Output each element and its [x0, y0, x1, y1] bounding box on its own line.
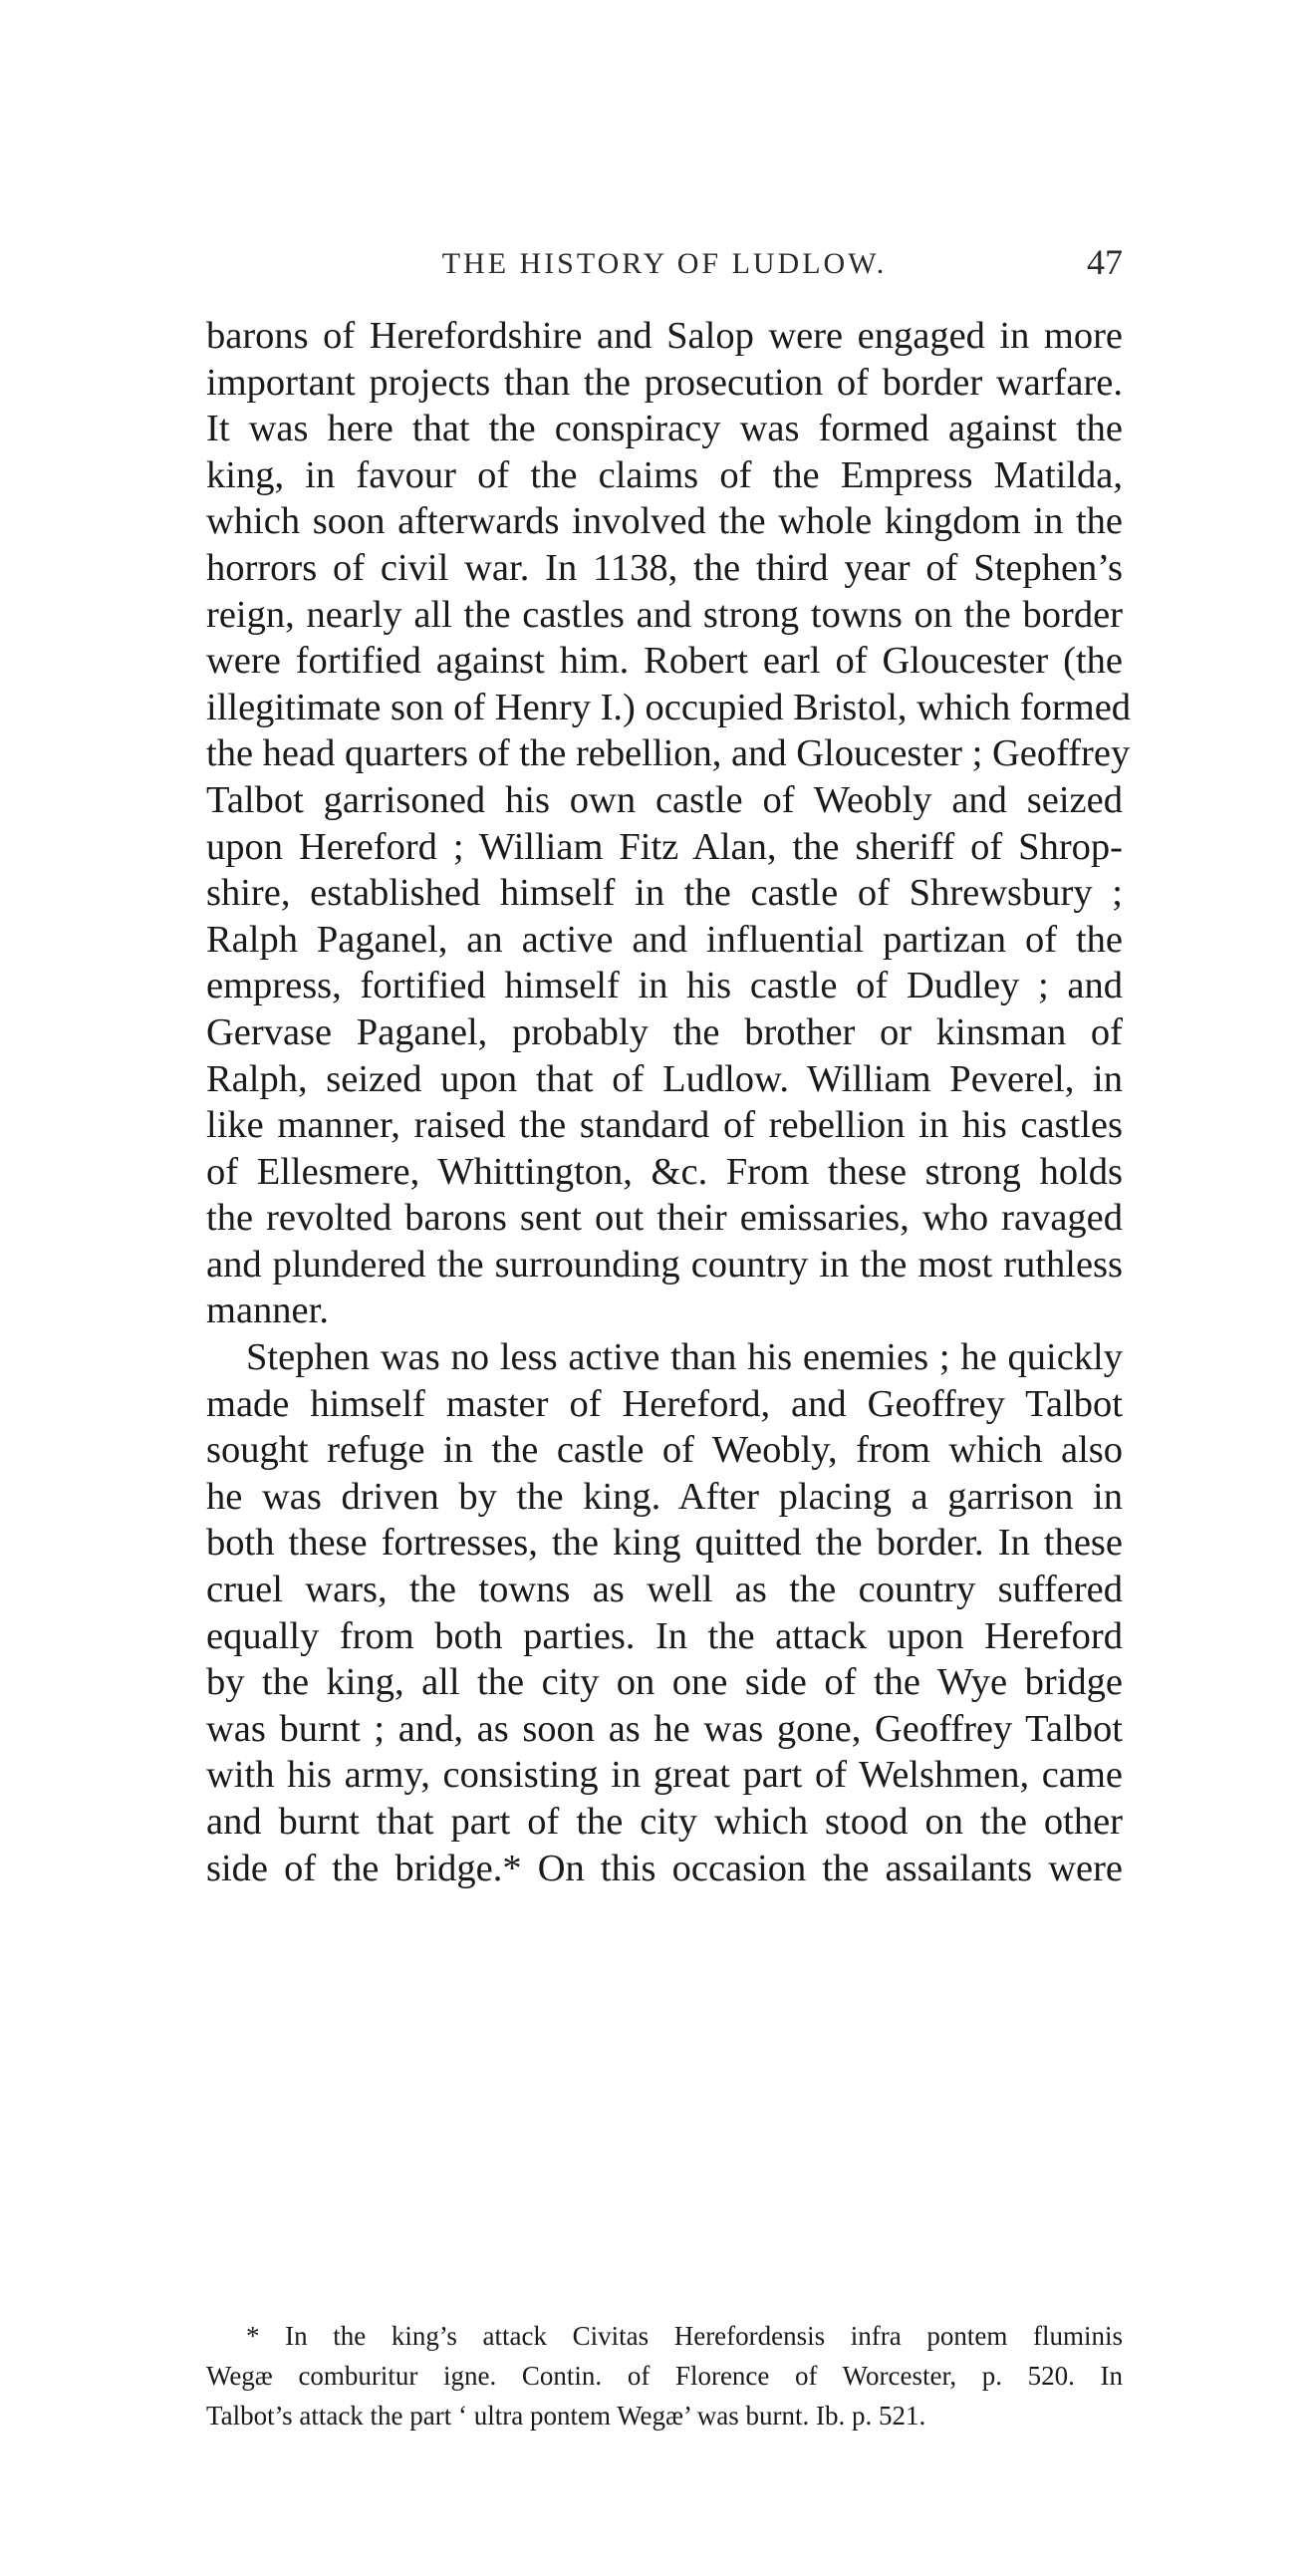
text-line: barons of Herefordshire and Salop were engaged in more [206, 315, 1123, 357]
running-title: THE HISTORY OF LUDLOW. [441, 247, 888, 280]
text-line: horrors of civil war. In 1138, the third year of Stephen’s [206, 546, 1123, 589]
text-line: shire, established himself in the castle of Shrewsbury ; [206, 872, 1123, 915]
text-line: the revolted barons sent out their emissaries, who ravaged [206, 1197, 1123, 1240]
text-line: both these fortresses, the king quitted the border. In these [206, 1522, 1123, 1565]
paragraph-start-line: Stephen was no less active than his enemies ; he quickly [246, 1336, 1123, 1379]
text-line: side of the bridge.* On this occasion the assailants were [206, 1847, 1123, 1889]
text-line: manner. [206, 1289, 329, 1332]
text-line: important projects than the prosecution of border warfare. [206, 361, 1123, 404]
text-line: illegitimate son of Henry I.) occupied Bristol, which formed [206, 686, 1132, 728]
footnote-line: Wegæ comburitur igne. Contin. of Florence of Worcester, p. 520. In [206, 2361, 1123, 2391]
text-line: reign, nearly all the castles and strong towns on the border [206, 593, 1123, 636]
text-line: Talbot garrisoned his own castle of Weobly and seized [206, 778, 1123, 821]
text-line: Gervase Paganel, probably the brother or kinsman of [206, 1010, 1123, 1053]
footnote [206, 2316, 1123, 2435]
text-line: made himself master of Hereford, and Geoffrey Talbot [206, 1382, 1123, 1425]
text-line: equally from both parties. In the attack upon Hereford [206, 1614, 1123, 1657]
text-line: It was here that the conspiracy was formed against the [206, 408, 1123, 450]
text-line: Ralph, seized upon that of Ludlow. William Peverel, in [206, 1057, 1123, 1100]
text-line: and burnt that part of the city which stood on the other [206, 1801, 1123, 1843]
text-line: king, in favour of the claims of the Empress Matilda, [206, 453, 1123, 496]
text-line: by the king, all the city on one side of the Wye bridge [206, 1661, 1123, 1704]
text-line: of Ellesmere, Whittington, &c. From these strong holds [206, 1150, 1123, 1193]
footnote-line: * In the king’s attack Civitas Herefordensis infra pontem fluminis [246, 2321, 1123, 2351]
text-line: was burnt ; and, as soon as he was gone, Geoffrey Talbot [206, 1707, 1123, 1750]
text-line: were fortified against him. Robert earl of Gloucester (the [206, 640, 1123, 683]
text-line: cruel wars, the towns as well as the country suffered [206, 1569, 1123, 1611]
text-line: Ralph Paganel, an active and influential partizan of the [206, 918, 1123, 961]
text-line: the head quarters of the rebellion, and Gloucester ; Geoffrey [206, 732, 1131, 775]
text-line: which soon afterwards involved the whole kingdom in the [206, 500, 1123, 543]
text-line: and plundered the surrounding country in the most ruthless [206, 1243, 1123, 1286]
footnote-line: Talbot’s attack the part ‘ ultra pontem Wegæ’ was burnt. Ib. p. 521. [206, 2401, 926, 2431]
text-line: like manner, raised the standard of rebellion in his castles [206, 1104, 1123, 1147]
text-line: upon Hereford ; William Fitz Alan, the sheriff of Shrop- [206, 825, 1123, 868]
running-head [206, 244, 1123, 294]
body-text [206, 313, 1132, 1891]
text-line: empress, fortified himself in his castle of Dudley ; and [206, 965, 1123, 1007]
text-line: he was driven by the king. After placing a garrison in [206, 1475, 1123, 1518]
text-line: sought refuge in the castle of Weobly, from which also [206, 1429, 1123, 1472]
text-line: with his army, consisting in great part of Welshmen, came [206, 1754, 1123, 1797]
page-number: 47 [1087, 242, 1123, 282]
